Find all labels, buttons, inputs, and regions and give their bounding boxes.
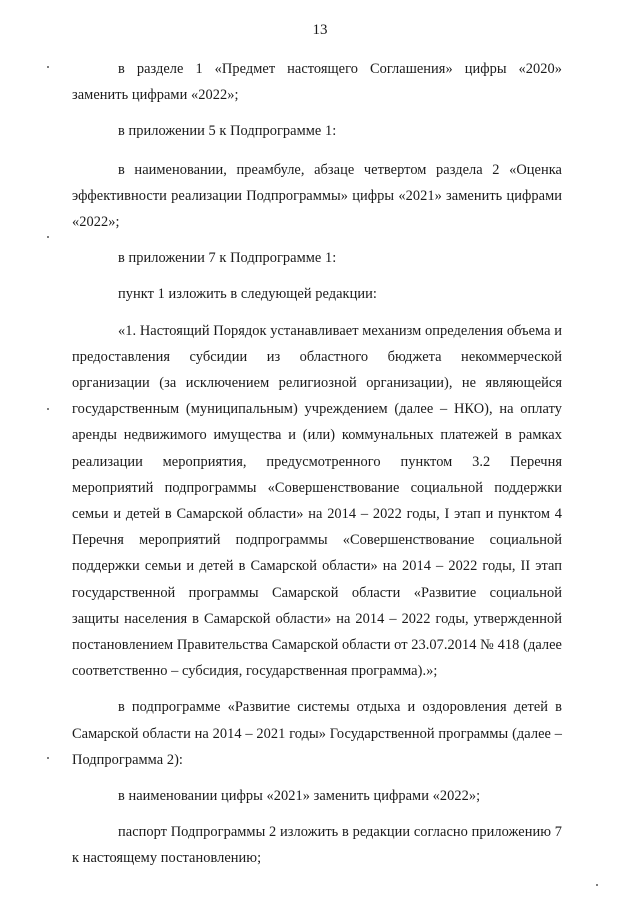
- scan-speck: [47, 757, 49, 759]
- paragraph-6: «1. Настоящий Порядок устанавливает механизм определения объема и предоставления субсидии из областного бюджета некоммерческой организации (за исключением религиозной организации), не являющейся государственным (муниципальным) учреждением (далее – НКО), на оплату аренды недвижимого имущества и (или) коммунальных платежей в рамках реализации мероприятия, предусмотренного пунктом 3.2 Перечня мероприятий подпрограммы «Совершенствование социальной поддержки семьи и детей в Самарской области» на 2014 – 2022 годы, I этап и пунктом 4 Перечня мероприятий подпрограммы «Совершенствование социальной поддержки семьи и детей в Самарской области» на 2014 – 2022 годы, II этап государственной программы Самарской области «Развитие социальной защиты населения в Самарской области» на 2014 – 2022 годы, утвержденной постановлением Правительства Самарской области от 23.07.2014 № 418 (далее соответственно – субсидия, государственная программа).»;: [72, 322, 562, 680]
- paragraph-2: в приложении 5 к Подпрограмме 1:: [118, 123, 337, 140]
- paragraph-3: в наименовании, преамбуле, абзаце четвертом раздела 2 «Оценка эффективности реализации Подпрограммы» цифры «2021» заменить цифрами «2022»;: [72, 161, 562, 231]
- paragraph-1: в разделе 1 «Предмет настоящего Соглашения» цифры «2020» заменить цифрами «2022»;: [72, 61, 562, 104]
- document-body: [72, 56, 562, 872]
- scan-speck: [47, 408, 49, 410]
- paragraph-4: в приложении 7 к Подпрограмме 1:: [118, 250, 337, 267]
- scan-speck: [47, 66, 49, 68]
- scan-speck: [47, 236, 49, 238]
- paragraph-7: в подпрограмме «Развитие системы отдыха и оздоровления детей в Самарской области на 2014 – 2021 годы» Государственной программы (далее – Подпрограмма 2):: [72, 699, 562, 768]
- scan-speck: [596, 884, 598, 886]
- page-number: 13: [312, 22, 328, 38]
- paragraph-9: паспорт Подпрограммы 2 изложить в редакции согласно приложению 7 к настоящему постановлению;: [72, 824, 562, 867]
- paragraph-5: пункт 1 изложить в следующей редакции:: [118, 286, 377, 303]
- paragraph-8: в наименовании цифры «2021» заменить цифрами «2022»;: [118, 788, 481, 805]
